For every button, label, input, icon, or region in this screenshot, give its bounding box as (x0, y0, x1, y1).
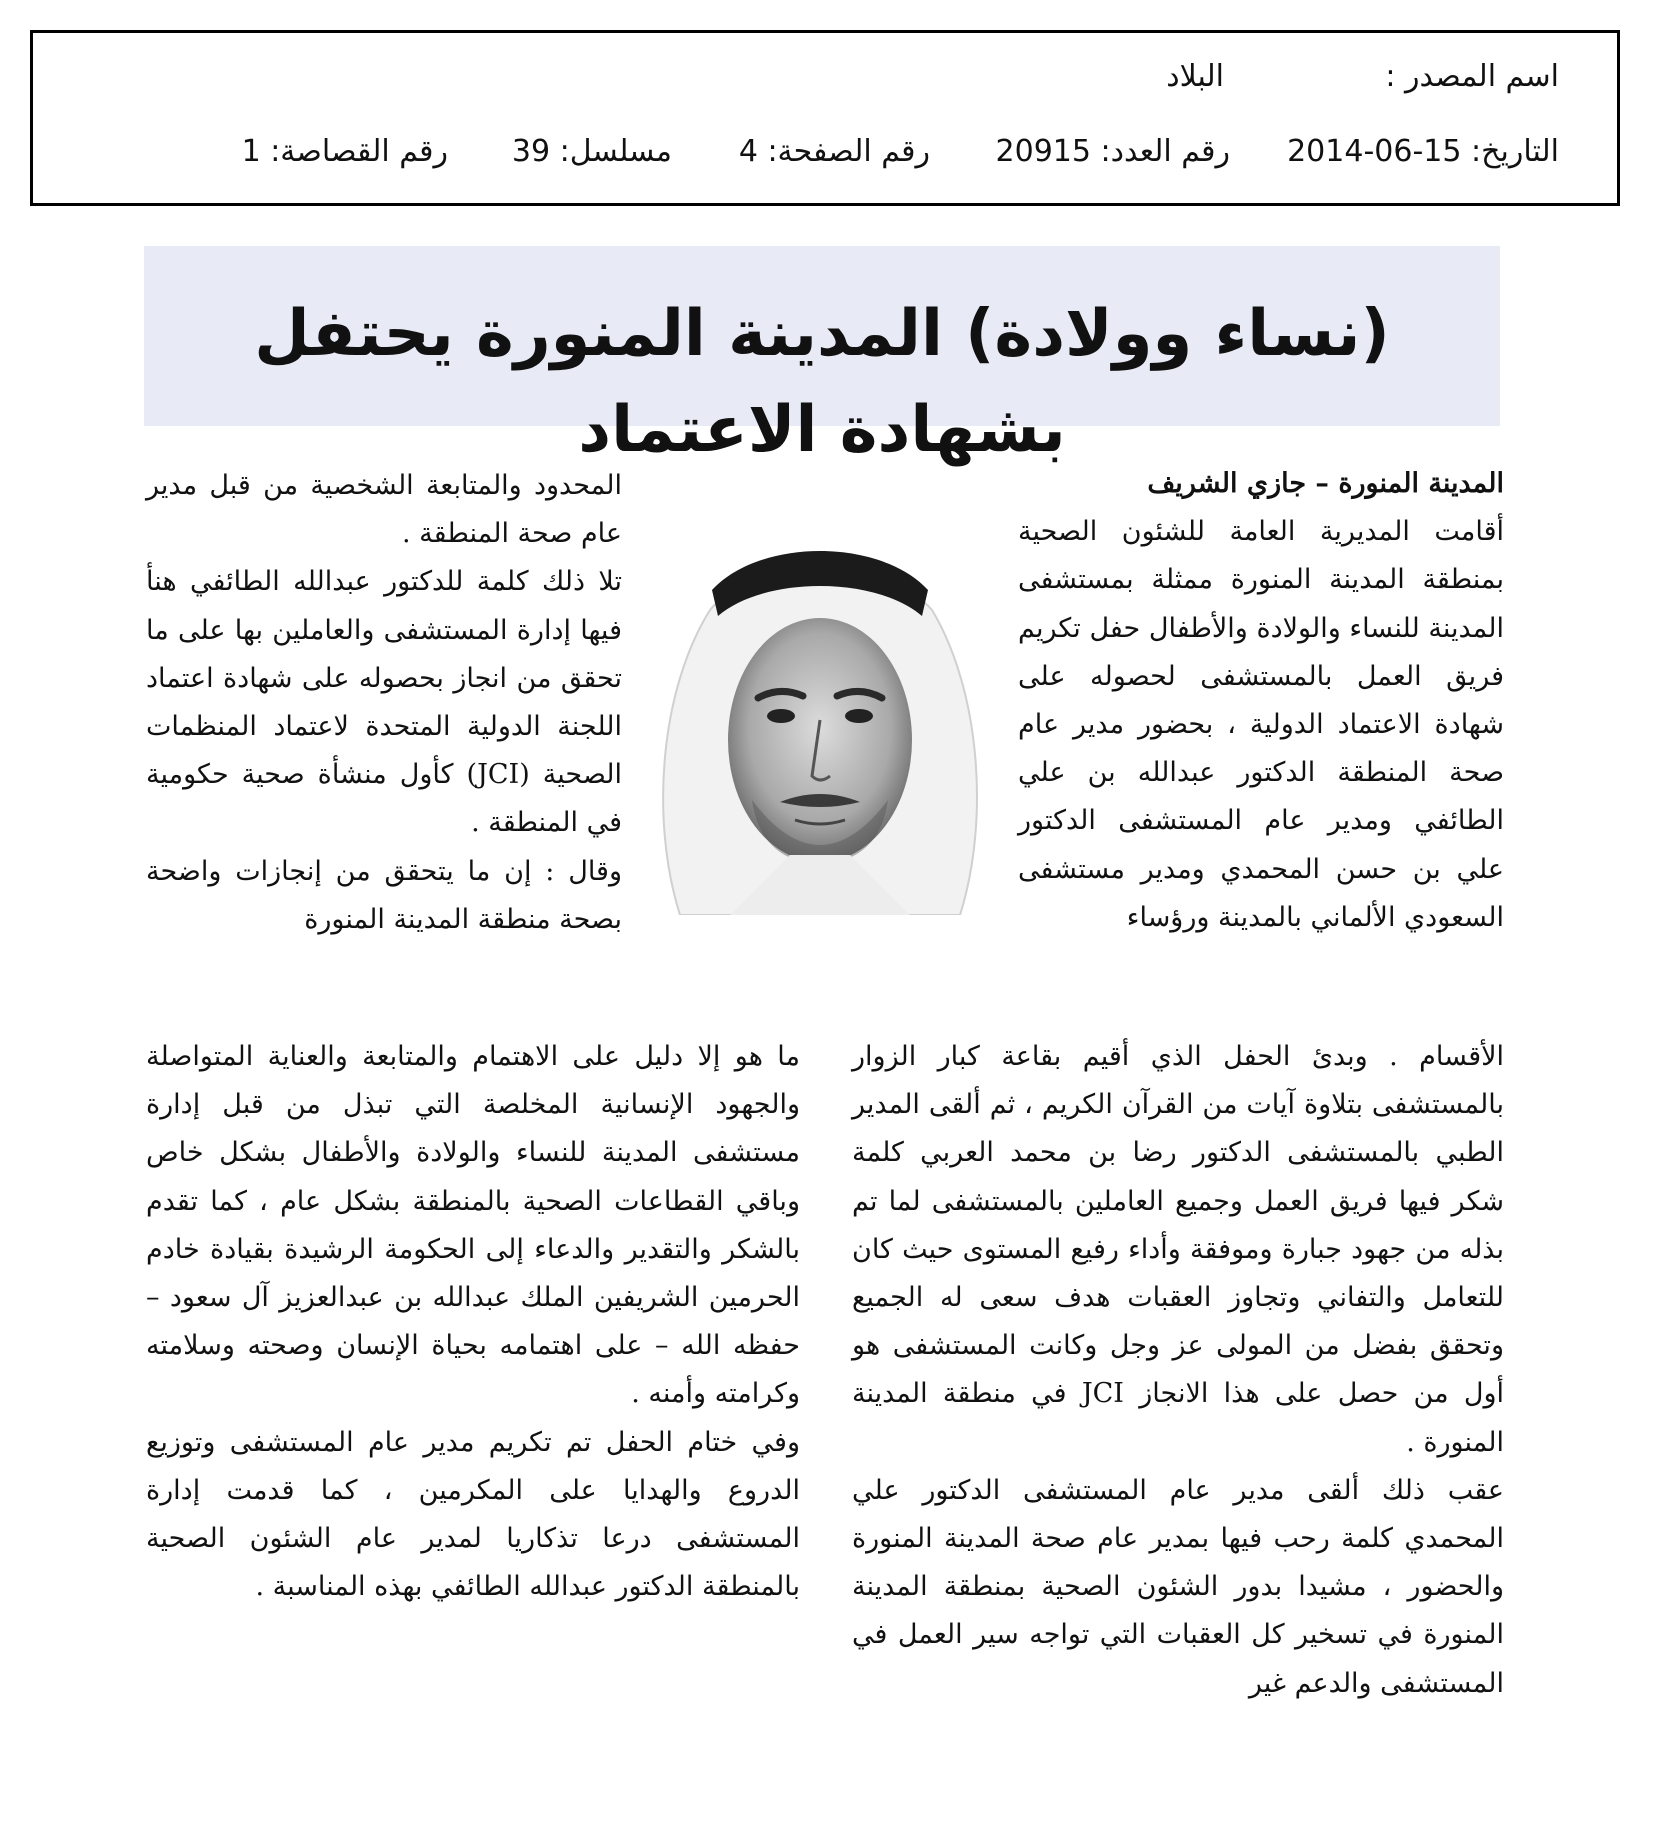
page-number-field: رقم الصفحة: 4 (738, 134, 930, 169)
headline-band (144, 246, 1500, 467)
right-column-bottom (852, 1033, 1504, 1753)
paragraph: وفي ختام الحفل تم تكريم مدير عام المستشفى وتوزيع الدروع والهدايا على المكرمين ، كما قدمت إدارة المستشفى درعا تذكاريا لمدير عام الشئون الصحية بالمنطقة الدكتور عبدالله الطائفي بهذه المناسبة . (146, 1426, 800, 1603)
man-portrait-icon (640, 520, 1000, 915)
left-column-bottom (146, 1033, 800, 1753)
paragraph: أقامت المديرية العامة للشئون الصحية بمنطقة المدينة المنورة ممثلة بمستشفى المدينة للنساء والولادة والأطفال حفل تكريم فريق العمل بالمستشفى لحصوله على شهادة الاعتماد الدولية ، بحضور مدير عام صحة المنطقة الدكتور عبدالله بن علي الطائفي ومدير عام المستشفى الدكتور علي بن حسن المحمدي ومدير مستشفى السعودي الألماني بالمدينة ورؤساء (1018, 516, 1504, 933)
paragraph: وقال : إن ما يتحقق من إنجازات واضحة بصحة منطقة المدينة المنورة (146, 855, 622, 935)
source-value: البلاد (1166, 59, 1224, 94)
paragraph: الأقسام . وبدئ الحفل الذي أقيم بقاعة كبار الزوار بالمستشفى بتلاوة آيات من القرآن الكريم ، ثم ألقى المدير الطبي بالمستشفى الدكتور رضا بن محمد العربي كلمة شكر فيها فريق العمل وجميع العاملين بالمستشفى لما تم بذله من جهود جبارة وموفقة وأداء رفيع المستوى حيث كان للتعامل والتفاني وتجاوز العقبات هدف سعى له الجميع وتحقق بفضل من المولى عز وجل وكانت المستشفى هو أول من حصل على هذا الانجاز JCI في منطقة المدينة المنورة . (852, 1041, 1505, 1458)
serial-field: مسلسل: 39 (511, 134, 672, 169)
paragraph: عقب ذلك ألقى مدير عام المستشفى الدكتور علي المحمدي كلمة رحب فيها بمدير عام صحة المدينة المنورة والحضور ، مشيدا بدور الشئون الصحية بمنطقة المدينة المنورة في تسخير كل العقبات التي تواجه سير العمل في المستشفى والدعم غير (852, 1474, 1504, 1699)
paragraph: ما هو إلا دليل على الاهتمام والمتابعة والعناية المتواصلة والجهود الإنسانية المخلصة التي تبذل من قبل إدارة مستشفى المدينة للنساء والولادة والأطفال بشكل خاص وباقي القطاعات الصحية بالمنطقة بشكل عام ، كما تقدم بالشكر والتقدير والدعاء إلى الحكومة الرشيدة بقيادة خادم الحرمين الشريفين الملك عبدالله بن عبدالعزيز آل سعود – حفظه الله – على اهتمامه بحياة الإنسان وصحته وسلامته وكرامته وأمنه . (146, 1041, 800, 1410)
clipping-number-field: رقم القصاصة: 1 (241, 134, 448, 169)
source-label: اسم المصدر : (1385, 59, 1559, 94)
portrait-photo (640, 520, 1000, 915)
paragraph: المحدود والمتابعة الشخصية من قبل مدير عام صحة المنطقة . (146, 470, 622, 550)
right-column-top (1018, 460, 1504, 1050)
paragraph: تلا ذلك كلمة للدكتور عبدالله الطائفي هنأ فيها إدارة المستشفى والعاملين بها على ما تحقق من انجاز بحصوله على شهادة اعتماد اللجنة الدولية المتحدة لاعتماد المنظمات الصحية (JCI) كأول منشأة صحية حكومية في المنطقة . (146, 566, 622, 839)
article-headline: (نساء وولادة) المدينة المنورة يحتفل بشهادة الاعتماد (254, 297, 1390, 467)
date-field: التاريخ: 15-06-2014 (1287, 134, 1559, 169)
issue-number-field: رقم العدد: 20915 (995, 134, 1230, 169)
clipping-info-box (30, 30, 1620, 206)
dateline: المدينة المنورة – جازي الشريف (1147, 468, 1504, 499)
left-column-top (146, 462, 622, 1022)
